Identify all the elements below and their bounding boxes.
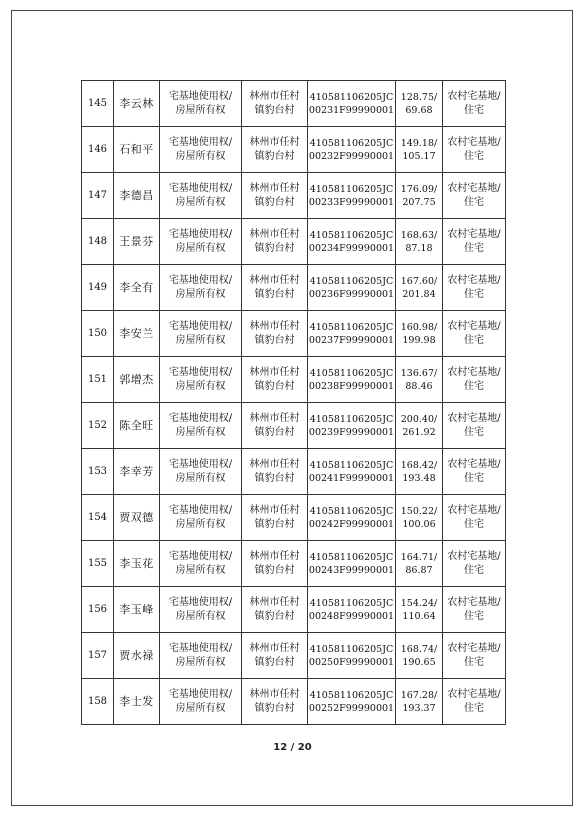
cell-location-line: 林州市任村 xyxy=(249,228,300,240)
cell-usage xyxy=(443,357,506,403)
cell-number: 145 xyxy=(82,81,114,127)
cell-location-line: 镇豹台村 xyxy=(254,334,295,346)
cell-unit-code-line: 00238F99990001 xyxy=(308,380,395,392)
cell-right-type-line: 宅基地使用权/ xyxy=(168,136,233,148)
cell-unit-code-line: 00232F99990001 xyxy=(308,150,395,162)
cell-right-type xyxy=(160,449,242,495)
cell-location-line: 林州市任村 xyxy=(249,642,300,654)
records-table xyxy=(81,80,506,725)
cell-unit-code-line: 00237F99990001 xyxy=(308,334,395,346)
cell-area-line: 193.48 xyxy=(402,472,436,484)
cell-unit-code-line: 410581106205JC xyxy=(309,183,394,195)
cell-number: 156 xyxy=(82,587,114,633)
cell-area xyxy=(396,403,443,449)
cell-number: 154 xyxy=(82,495,114,541)
cell-location xyxy=(242,219,308,265)
cell-unit-code-line: 00233F99990001 xyxy=(308,196,395,208)
cell-right-type xyxy=(160,265,242,311)
cell-location xyxy=(242,633,308,679)
cell-usage xyxy=(443,449,506,495)
cell-area-line: 110.64 xyxy=(402,610,436,622)
cell-number: 153 xyxy=(82,449,114,495)
cell-owner-name: 李全有 xyxy=(114,265,160,311)
cell-area-line: 88.46 xyxy=(405,380,433,392)
cell-location xyxy=(242,81,308,127)
cell-area-line: 154.24/ xyxy=(400,597,438,609)
cell-area-line: 100.06 xyxy=(402,518,436,530)
cell-unit-code-line: 410581106205JC xyxy=(309,551,394,563)
cell-location xyxy=(242,127,308,173)
cell-unit-code-line: 00243F99990001 xyxy=(308,564,395,576)
cell-usage-line: 农村宅基地/ xyxy=(447,458,501,470)
cell-usage-line: 住宅 xyxy=(464,288,484,300)
cell-usage xyxy=(443,495,506,541)
cell-area xyxy=(396,679,443,725)
cell-location-line: 林州市任村 xyxy=(249,136,300,148)
cell-location-line: 镇豹台村 xyxy=(254,472,295,484)
cell-right-type-line: 宅基地使用权/ xyxy=(168,412,233,424)
cell-unit-code-line: 410581106205JC xyxy=(309,459,394,471)
cell-area-line: 69.68 xyxy=(405,104,433,116)
cell-unit-code-line: 410581106205JC xyxy=(309,137,394,149)
cell-unit-code-line: 410581106205JC xyxy=(309,229,394,241)
cell-usage-line: 农村宅基地/ xyxy=(447,366,501,378)
cell-location-line: 林州市任村 xyxy=(249,412,300,424)
cell-right-type xyxy=(160,495,242,541)
cell-location xyxy=(242,403,308,449)
cell-usage-line: 农村宅基地/ xyxy=(447,228,501,240)
cell-location-line: 镇豹台村 xyxy=(254,150,295,162)
cell-number: 147 xyxy=(82,173,114,219)
cell-usage-line: 住宅 xyxy=(464,426,484,438)
cell-unit-code-line: 410581106205JC xyxy=(309,643,394,655)
cell-usage-line: 住宅 xyxy=(464,564,484,576)
cell-usage-line: 住宅 xyxy=(464,656,484,668)
cell-location-line: 林州市任村 xyxy=(249,320,300,332)
cell-area-line: 136.67/ xyxy=(400,367,438,379)
table-row xyxy=(82,219,506,265)
cell-location xyxy=(242,679,308,725)
cell-area-line: 86.87 xyxy=(405,564,433,576)
table-row xyxy=(82,541,506,587)
table-row xyxy=(82,127,506,173)
cell-location-line: 林州市任村 xyxy=(249,366,300,378)
cell-unit-code-line: 00241F99990001 xyxy=(308,472,395,484)
cell-location-line: 镇豹台村 xyxy=(254,518,295,530)
cell-number: 149 xyxy=(82,265,114,311)
cell-right-type-line: 房屋所有权 xyxy=(175,288,226,300)
cell-right-type-line: 房屋所有权 xyxy=(175,656,226,668)
cell-usage-line: 住宅 xyxy=(464,472,484,484)
cell-location-line: 镇豹台村 xyxy=(254,196,295,208)
cell-owner-name: 王景芬 xyxy=(114,219,160,265)
cell-usage-line: 住宅 xyxy=(464,150,484,162)
cell-usage-line: 农村宅基地/ xyxy=(447,412,501,424)
cell-right-type xyxy=(160,219,242,265)
cell-area-line: 207.75 xyxy=(402,196,436,208)
cell-area xyxy=(396,495,443,541)
cell-usage xyxy=(443,311,506,357)
cell-usage-line: 农村宅基地/ xyxy=(447,596,501,608)
cell-right-type-line: 宅基地使用权/ xyxy=(168,504,233,516)
cell-usage xyxy=(443,403,506,449)
cell-area-line: 201.84 xyxy=(402,288,436,300)
cell-usage xyxy=(443,265,506,311)
cell-area-line: 168.74/ xyxy=(400,643,438,655)
cell-unit-code xyxy=(308,495,396,541)
cell-location xyxy=(242,449,308,495)
cell-unit-code-line: 00248F99990001 xyxy=(308,610,395,622)
cell-unit-code xyxy=(308,587,396,633)
cell-unit-code xyxy=(308,265,396,311)
cell-area-line: 190.65 xyxy=(402,656,436,668)
cell-location-line: 林州市任村 xyxy=(249,274,300,286)
cell-usage-line: 住宅 xyxy=(464,380,484,392)
cell-owner-name: 李安兰 xyxy=(114,311,160,357)
table-row xyxy=(82,311,506,357)
cell-right-type-line: 宅基地使用权/ xyxy=(168,182,233,194)
cell-area-line: 87.18 xyxy=(405,242,433,254)
table-row xyxy=(82,173,506,219)
cell-right-type-line: 宅基地使用权/ xyxy=(168,228,233,240)
cell-right-type-line: 宅基地使用权/ xyxy=(168,642,233,654)
cell-unit-code xyxy=(308,633,396,679)
table-row xyxy=(82,633,506,679)
cell-location-line: 林州市任村 xyxy=(249,688,300,700)
cell-right-type xyxy=(160,633,242,679)
cell-usage-line: 农村宅基地/ xyxy=(447,642,501,654)
cell-unit-code-line: 410581106205JC xyxy=(309,321,394,333)
cell-area-line: 200.40/ xyxy=(400,413,438,425)
table-row xyxy=(82,495,506,541)
cell-area xyxy=(396,311,443,357)
cell-location xyxy=(242,495,308,541)
cell-unit-code-line: 00239F99990001 xyxy=(308,426,395,438)
table-row xyxy=(82,403,506,449)
cell-unit-code xyxy=(308,403,396,449)
cell-area-line: 105.17 xyxy=(402,150,436,162)
cell-area-line: 168.63/ xyxy=(400,229,438,241)
cell-right-type-line: 房屋所有权 xyxy=(175,242,226,254)
table-row xyxy=(82,81,506,127)
cell-unit-code xyxy=(308,127,396,173)
cell-unit-code-line: 410581106205JC xyxy=(309,505,394,517)
cell-owner-name: 李德昌 xyxy=(114,173,160,219)
cell-owner-name: 李玉峰 xyxy=(114,587,160,633)
cell-number: 152 xyxy=(82,403,114,449)
cell-location xyxy=(242,357,308,403)
cell-owner-name: 李云林 xyxy=(114,81,160,127)
cell-area-line: 261.92 xyxy=(402,426,436,438)
cell-unit-code xyxy=(308,541,396,587)
cell-usage-line: 住宅 xyxy=(464,334,484,346)
cell-area xyxy=(396,173,443,219)
cell-location-line: 镇豹台村 xyxy=(254,242,295,254)
cell-right-type-line: 宅基地使用权/ xyxy=(168,90,233,102)
page-number: 12 / 20 xyxy=(273,742,312,753)
cell-owner-name: 李幸芳 xyxy=(114,449,160,495)
cell-location-line: 林州市任村 xyxy=(249,596,300,608)
cell-area-line: 167.28/ xyxy=(400,689,438,701)
cell-right-type-line: 宅基地使用权/ xyxy=(168,320,233,332)
cell-location-line: 林州市任村 xyxy=(249,90,300,102)
cell-right-type xyxy=(160,81,242,127)
cell-area-line: 167.60/ xyxy=(400,275,438,287)
cell-area-line: 168.42/ xyxy=(400,459,438,471)
cell-usage xyxy=(443,219,506,265)
cell-right-type xyxy=(160,403,242,449)
cell-owner-name: 李玉花 xyxy=(114,541,160,587)
cell-area xyxy=(396,127,443,173)
cell-unit-code xyxy=(308,219,396,265)
cell-right-type xyxy=(160,311,242,357)
table-row xyxy=(82,357,506,403)
cell-area xyxy=(396,357,443,403)
cell-area-line: 149.18/ xyxy=(400,137,438,149)
cell-unit-code-line: 00242F99990001 xyxy=(308,518,395,530)
table-row xyxy=(82,587,506,633)
cell-owner-name: 郭增杰 xyxy=(114,357,160,403)
cell-right-type-line: 宅基地使用权/ xyxy=(168,596,233,608)
cell-location xyxy=(242,311,308,357)
cell-area-line: 160.98/ xyxy=(400,321,438,333)
cell-area xyxy=(396,265,443,311)
cell-unit-code xyxy=(308,81,396,127)
cell-unit-code-line: 410581106205JC xyxy=(309,367,394,379)
cell-unit-code xyxy=(308,311,396,357)
cell-usage xyxy=(443,679,506,725)
records-body xyxy=(82,81,506,725)
cell-right-type-line: 房屋所有权 xyxy=(175,702,226,714)
cell-usage-line: 农村宅基地/ xyxy=(447,504,501,516)
cell-unit-code-line: 410581106205JC xyxy=(309,689,394,701)
cell-location xyxy=(242,265,308,311)
cell-location-line: 林州市任村 xyxy=(249,504,300,516)
cell-right-type-line: 房屋所有权 xyxy=(175,104,226,116)
cell-right-type-line: 房屋所有权 xyxy=(175,150,226,162)
cell-right-type-line: 宅基地使用权/ xyxy=(168,458,233,470)
cell-area xyxy=(396,219,443,265)
table-row xyxy=(82,679,506,725)
cell-area-line: 128.75/ xyxy=(400,91,438,103)
cell-usage-line: 农村宅基地/ xyxy=(447,136,501,148)
cell-location-line: 镇豹台村 xyxy=(254,380,295,392)
cell-location-line: 镇豹台村 xyxy=(254,426,295,438)
cell-unit-code-line: 00252F99990001 xyxy=(308,702,395,714)
cell-unit-code xyxy=(308,357,396,403)
cell-right-type xyxy=(160,541,242,587)
cell-owner-name: 李士发 xyxy=(114,679,160,725)
cell-right-type xyxy=(160,679,242,725)
cell-right-type-line: 房屋所有权 xyxy=(175,610,226,622)
cell-number: 146 xyxy=(82,127,114,173)
cell-location-line: 镇豹台村 xyxy=(254,702,295,714)
cell-right-type-line: 房屋所有权 xyxy=(175,196,226,208)
cell-location-line: 林州市任村 xyxy=(249,550,300,562)
cell-unit-code-line: 410581106205JC xyxy=(309,275,394,287)
cell-location-line: 镇豹台村 xyxy=(254,610,295,622)
cell-number: 151 xyxy=(82,357,114,403)
cell-area-line: 199.98 xyxy=(402,334,436,346)
cell-number: 150 xyxy=(82,311,114,357)
cell-usage-line: 农村宅基地/ xyxy=(447,274,501,286)
cell-number: 157 xyxy=(82,633,114,679)
cell-usage-line: 住宅 xyxy=(464,196,484,208)
cell-unit-code-line: 00231F99990001 xyxy=(308,104,395,116)
cell-right-type-line: 宅基地使用权/ xyxy=(168,366,233,378)
cell-right-type-line: 宅基地使用权/ xyxy=(168,688,233,700)
cell-area xyxy=(396,587,443,633)
cell-area-line: 164.71/ xyxy=(400,551,438,563)
cell-usage-line: 住宅 xyxy=(464,702,484,714)
cell-area xyxy=(396,81,443,127)
cell-location xyxy=(242,173,308,219)
cell-number: 148 xyxy=(82,219,114,265)
cell-number: 158 xyxy=(82,679,114,725)
cell-right-type-line: 房屋所有权 xyxy=(175,472,226,484)
cell-usage-line: 农村宅基地/ xyxy=(447,550,501,562)
cell-area-line: 176.09/ xyxy=(400,183,438,195)
table-row xyxy=(82,265,506,311)
cell-right-type xyxy=(160,587,242,633)
cell-usage-line: 住宅 xyxy=(464,104,484,116)
cell-unit-code-line: 00236F99990001 xyxy=(308,288,395,300)
cell-right-type-line: 房屋所有权 xyxy=(175,380,226,392)
cell-usage-line: 住宅 xyxy=(464,242,484,254)
cell-unit-code xyxy=(308,679,396,725)
cell-unit-code xyxy=(308,449,396,495)
cell-right-type xyxy=(160,357,242,403)
cell-area xyxy=(396,449,443,495)
cell-right-type xyxy=(160,127,242,173)
cell-usage xyxy=(443,541,506,587)
cell-usage xyxy=(443,587,506,633)
cell-unit-code-line: 410581106205JC xyxy=(309,413,394,425)
cell-right-type-line: 房屋所有权 xyxy=(175,564,226,576)
cell-usage xyxy=(443,127,506,173)
cell-area xyxy=(396,633,443,679)
cell-location-line: 镇豹台村 xyxy=(254,288,295,300)
cell-location-line: 镇豹台村 xyxy=(254,564,295,576)
cell-right-type-line: 房屋所有权 xyxy=(175,518,226,530)
cell-usage-line: 住宅 xyxy=(464,518,484,530)
cell-unit-code-line: 410581106205JC xyxy=(309,91,394,103)
cell-location-line: 林州市任村 xyxy=(249,458,300,470)
cell-usage-line: 农村宅基地/ xyxy=(447,688,501,700)
cell-usage-line: 农村宅基地/ xyxy=(447,320,501,332)
cell-right-type-line: 宅基地使用权/ xyxy=(168,550,233,562)
cell-area-line: 150.22/ xyxy=(400,505,438,517)
cell-usage xyxy=(443,81,506,127)
cell-location xyxy=(242,587,308,633)
cell-right-type-line: 房屋所有权 xyxy=(175,334,226,346)
table-row xyxy=(82,449,506,495)
cell-right-type-line: 宅基地使用权/ xyxy=(168,274,233,286)
cell-area-line: 193.37 xyxy=(402,702,436,714)
cell-right-type-line: 房屋所有权 xyxy=(175,426,226,438)
cell-location-line: 镇豹台村 xyxy=(254,656,295,668)
cell-usage-line: 住宅 xyxy=(464,610,484,622)
cell-location-line: 林州市任村 xyxy=(249,182,300,194)
cell-owner-name: 陈全旺 xyxy=(114,403,160,449)
cell-unit-code-line: 410581106205JC xyxy=(309,597,394,609)
cell-usage-line: 农村宅基地/ xyxy=(447,90,501,102)
cell-usage xyxy=(443,173,506,219)
cell-right-type xyxy=(160,173,242,219)
cell-number: 155 xyxy=(82,541,114,587)
cell-usage xyxy=(443,633,506,679)
cell-area xyxy=(396,541,443,587)
cell-unit-code-line: 00234F99990001 xyxy=(308,242,395,254)
cell-owner-name: 石和平 xyxy=(114,127,160,173)
cell-location-line: 镇豹台村 xyxy=(254,104,295,116)
cell-unit-code-line: 00250F99990001 xyxy=(308,656,395,668)
cell-owner-name: 贾水禄 xyxy=(114,633,160,679)
cell-location xyxy=(242,541,308,587)
cell-unit-code xyxy=(308,173,396,219)
cell-owner-name: 贾双德 xyxy=(114,495,160,541)
cell-usage-line: 农村宅基地/ xyxy=(447,182,501,194)
